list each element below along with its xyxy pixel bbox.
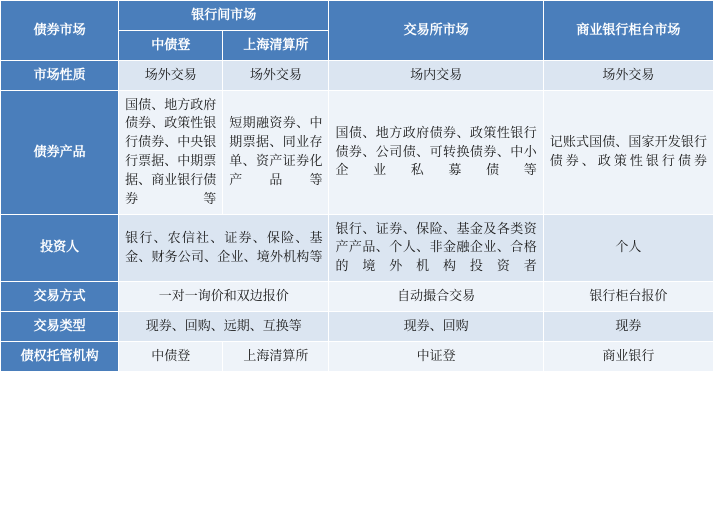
cell-investors-counter: 个人	[543, 214, 713, 282]
cell-market-nature-chinabond: 场外交易	[119, 60, 223, 90]
cell-market-nature-counter: 场外交易	[543, 60, 713, 90]
table-header-row-1	[1, 1, 714, 31]
row-label-trading-type: 交易类型	[1, 311, 119, 341]
header-row-label: 债券市场	[1, 1, 119, 61]
cell-trading-type-exchange: 现券、回购	[329, 311, 543, 341]
table-row	[1, 214, 714, 282]
cell-custodian-chinabond: 中债登	[119, 341, 223, 371]
cell-trading-type-interbank: 现券、回购、远期、互换等	[119, 311, 329, 341]
row-label-investors: 投资人	[1, 214, 119, 282]
header-counter-market: 商业银行柜台市场	[543, 1, 713, 61]
cell-bond-products-counter: 记账式国债、国家开发银行债券、政策性银行债券	[543, 90, 713, 214]
table-row	[1, 341, 714, 371]
cell-market-nature-shclearing: 场外交易	[223, 60, 329, 90]
table-row	[1, 282, 714, 312]
row-label-market-nature: 市场性质	[1, 60, 119, 90]
row-label-trading-method: 交易方式	[1, 282, 119, 312]
table-row	[1, 90, 714, 214]
cell-trading-method-interbank: 一对一询价和双边报价	[119, 282, 329, 312]
header-interbank-group: 银行间市场	[119, 1, 329, 31]
cell-custodian-shclearing: 上海清算所	[223, 341, 329, 371]
cell-market-nature-exchange: 场内交易	[329, 60, 543, 90]
cell-investors-interbank: 银行、农信社、证券、保险、基金、财务公司、企业、境外机构等	[119, 214, 329, 282]
cell-custodian-exchange: 中证登	[329, 341, 543, 371]
table-row	[1, 60, 714, 90]
header-subcol-chinabond: 中债登	[119, 30, 223, 60]
cell-trading-method-counter: 银行柜台报价	[543, 282, 713, 312]
header-subcol-shanghai-clearing: 上海清算所	[223, 30, 329, 60]
header-exchange-market: 交易所市场	[329, 1, 543, 61]
table-row	[1, 311, 714, 341]
cell-custodian-counter: 商业银行	[543, 341, 713, 371]
cell-bond-products-exchange: 国债、地方政府债券、政策性银行债券、公司债、可转换债券、中小企业私募债等	[329, 90, 543, 214]
cell-trading-method-exchange: 自动撮合交易	[329, 282, 543, 312]
row-label-custodian: 债权托管机构	[1, 341, 119, 371]
cell-bond-products-shclearing: 短期融资券、中期票据、同业存单、资产证券化产品等	[223, 90, 329, 214]
cell-investors-exchange: 银行、证券、保险、基金及各类资产产品、个人、非金融企业、合格的境外机构投资者	[329, 214, 543, 282]
cell-bond-products-chinabond: 国债、地方政府债券、政策性银行债券、中央银行票据、中期票据、商业银行债券等	[119, 90, 223, 214]
cell-trading-type-counter: 现券	[543, 311, 713, 341]
row-label-bond-products: 债券产品	[1, 90, 119, 214]
